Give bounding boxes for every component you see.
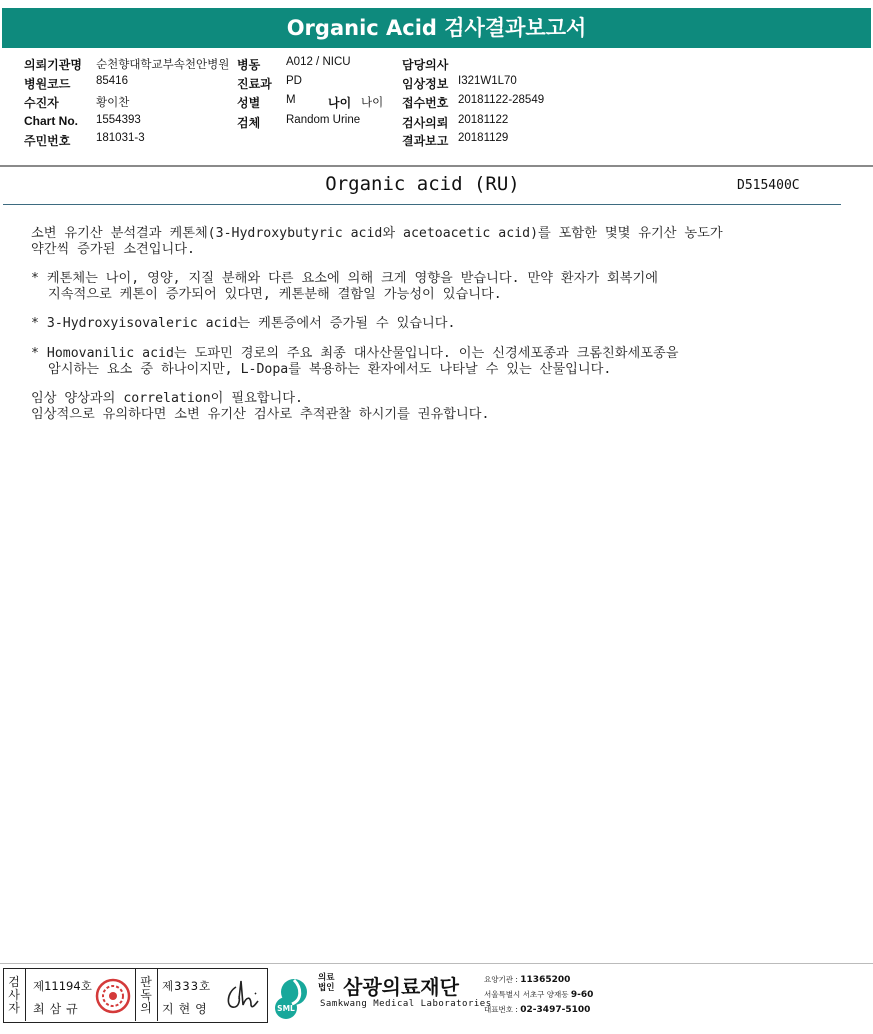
text-line: 임상 양상과의 correlation이 필요합니다.: [31, 391, 303, 406]
text-line: 지속적으로 케톤이 증가되어 있다면, 케톤분해 결함일 가능성이 있습니다.: [48, 287, 502, 302]
label-request-date: 검사의뢰: [402, 116, 449, 130]
label-patient: 수진자: [24, 96, 59, 110]
closing-paragraph: [31, 391, 821, 423]
value-ward: A012 / NICU: [286, 56, 351, 68]
contact-line: [484, 974, 570, 985]
value-age: 나이: [361, 97, 384, 109]
label-clinical-info: 임상정보: [402, 77, 449, 91]
role-char: 독: [140, 987, 152, 1002]
value-request-date: 20181122: [458, 114, 509, 126]
text-line: * 3-Hydroxyisovaleric acid는 케톤증에서 증가될 수 있습니다.: [31, 316, 456, 331]
text-line: 임상적으로 유의하다면 소변 유기산 검사로 추적관찰 하시기를 권유합니다.: [31, 407, 490, 422]
value-clinical-info: I321W1L70: [458, 75, 517, 87]
bullet-item: [31, 271, 821, 303]
value-institution: 순천향대학교부속천안병원: [96, 59, 230, 71]
text-line: * Homovanilic acid는 도파민 경로의 주요 최종 대사산물입니다. 이는 신경세포종과 크롬친화세포종을: [31, 346, 679, 361]
contact-value: 11365200: [520, 975, 571, 985]
text-line: 암시하는 요소 중 하나이지만, L-Dopa를 복용하는 환자에서도 나타날 수 있는 산물입니다.: [48, 362, 612, 377]
value-accession: 20181122-28549: [458, 94, 545, 106]
section-divider: [3, 204, 841, 205]
label-department: 진료과: [237, 77, 272, 91]
value-resident-no: 181031-3: [96, 132, 145, 144]
text-line: * 케톤체는 나이, 영양, 지질 분해와 다른 요소에 의해 크게 영향을 받습니다. 만약 환자가 회복기에: [31, 271, 658, 286]
text-line: 약간씩 증가된 소견입니다.: [31, 242, 195, 257]
value-sex: M: [286, 94, 296, 106]
patient-info: [0, 50, 873, 165]
label-resident-no: 주민번호: [24, 134, 71, 148]
contact-line: [484, 989, 593, 1000]
value-patient: 황이찬: [96, 97, 130, 109]
contact-label: 대표번호 :: [484, 1005, 521, 1014]
label-report-date: 결과보고: [402, 134, 449, 148]
role-label-reader: [136, 969, 156, 1021]
role-char: 의: [140, 1000, 152, 1015]
report-title: Organic Acid 검사결과보고서: [2, 8, 871, 48]
label-physician: 담당의사: [402, 58, 449, 72]
value-department: PD: [286, 75, 302, 87]
header-divider: [0, 165, 873, 167]
footer-divider: [0, 963, 873, 964]
column-divider: [25, 969, 26, 1021]
info-row: [0, 114, 873, 133]
intro-paragraph: [31, 226, 821, 258]
column-divider: [157, 969, 158, 1021]
label-specimen: 검체: [237, 116, 261, 130]
label-accession: 접수번호: [402, 96, 449, 110]
contact-value: 9-60: [570, 990, 594, 1000]
role-char: 판: [140, 974, 152, 989]
org-english-name: Samkwang Medical Laboratories: [320, 999, 492, 1009]
test-section-header: [0, 171, 873, 199]
info-row: [0, 56, 873, 75]
value-specimen: Random Urine: [286, 114, 361, 126]
value-hospital-code: 85416: [96, 75, 128, 87]
contact-label: 요양기관 :: [484, 975, 521, 984]
org-type-line: 의료: [318, 973, 335, 983]
role-char: 자: [8, 1000, 20, 1015]
sml-logo-icon: [272, 970, 320, 1022]
role-label-tester: [4, 969, 24, 1021]
tester-name: 최삼규: [33, 1002, 83, 1016]
test-name: Organic acid (RU): [325, 173, 520, 195]
org-type-line: 법인: [318, 983, 335, 993]
org-type: [318, 973, 334, 993]
label-chart-no: Chart No.: [24, 114, 78, 128]
info-row: [0, 75, 873, 94]
official-seal-icon: [94, 977, 132, 1015]
label-age: 나이: [328, 96, 352, 110]
test-code: D515400C: [737, 178, 800, 193]
value-report-date: 20181129: [458, 132, 509, 144]
role-char: 검: [8, 974, 20, 989]
value-chart-no: 1554393: [96, 114, 141, 126]
info-row: [0, 94, 873, 113]
org-name: 삼광의료재단: [343, 975, 459, 999]
label-ward: 병동: [237, 58, 261, 72]
bullet-item: [31, 346, 821, 378]
label-sex: 성별: [237, 96, 261, 110]
tester-license: 제11194호: [33, 979, 92, 993]
signature-box: [3, 968, 268, 1023]
contact-label: 서울특별시 서초구 양재동: [484, 990, 571, 999]
info-row: [0, 132, 873, 151]
signature-icon: [222, 975, 264, 1015]
findings-text: [31, 226, 821, 423]
reader-license: 제333호: [162, 979, 212, 993]
label-institution: 의뢰기관명: [24, 58, 82, 72]
bullet-item: [31, 316, 821, 332]
label-hospital-code: 병원코드: [24, 77, 71, 91]
logo-text: SML: [277, 1004, 295, 1013]
reader-name: 지현영: [162, 1002, 212, 1016]
text-line: 소변 유기산 분석결과 케톤체(3-Hydroxybutyric acid와 acetoacetic acid)를 포함한 몇몇 유기산 농도가: [31, 226, 723, 241]
role-char: 사: [8, 987, 20, 1002]
contact-line: [484, 1004, 590, 1015]
contact-value: 02-3497-5100: [520, 1005, 591, 1015]
